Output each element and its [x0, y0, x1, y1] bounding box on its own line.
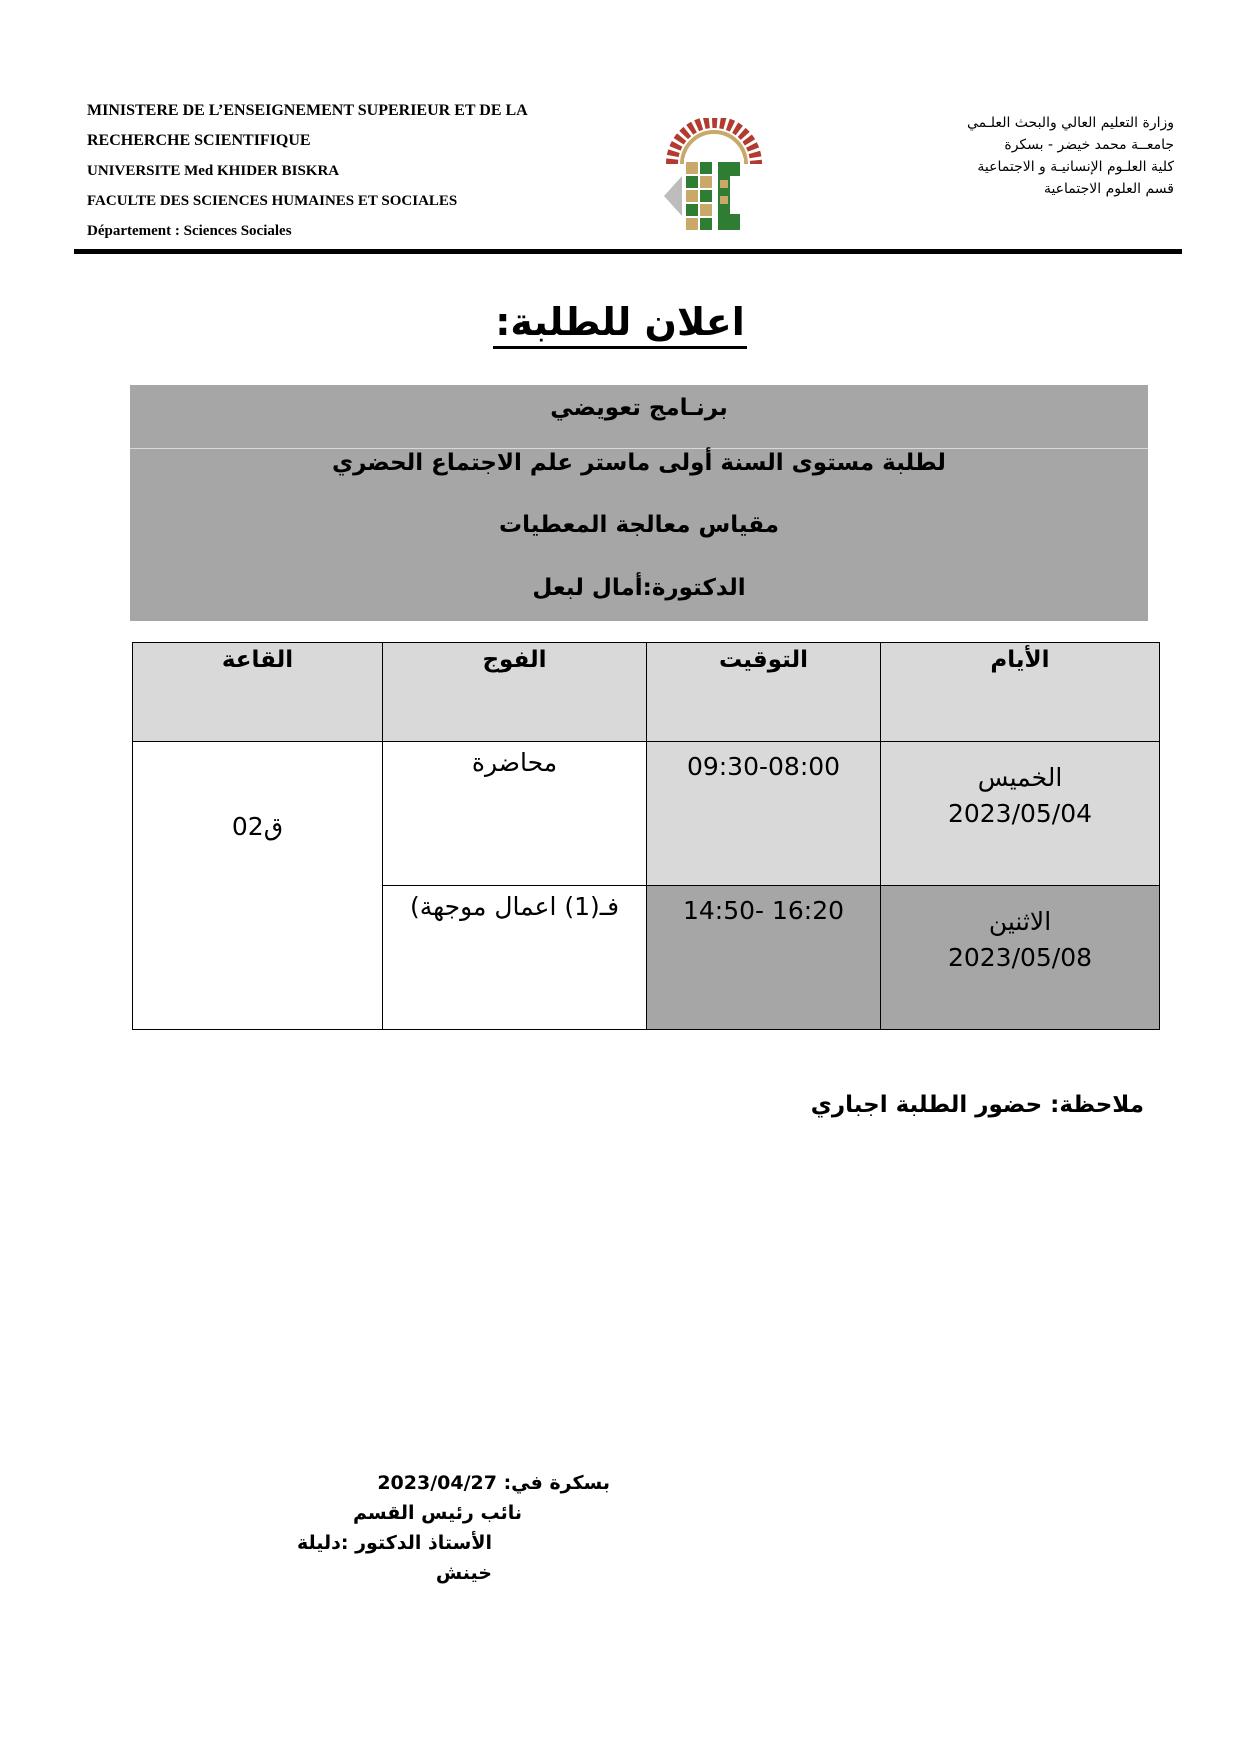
program-info-box: [130, 385, 1148, 621]
header-time: التوقيت: [646, 642, 881, 742]
schedule-table: [132, 642, 1160, 1030]
row-2-group: فـ(1) اعمال موجهة): [382, 885, 647, 1030]
header-university: UNIVERSITE Med KHIDER BISKRA: [87, 163, 340, 179]
page-title: اعلان للطلبة:: [493, 300, 747, 349]
header-department: Département : Sciences Sociales: [87, 223, 292, 239]
teacher-label: الدكتورة:أمال لبعل: [532, 575, 746, 601]
table-row-1-day: الخميس 2023/05/04: [880, 741, 1160, 886]
signature-block: [240, 1468, 610, 1588]
row-1-day-name: الخميس: [977, 763, 1063, 792]
header-days: الأيام: [880, 642, 1160, 742]
page-title-wrap: [0, 300, 1240, 349]
header-ministry-line2: RECHERCHE SCIENTIFIQUE: [87, 132, 311, 149]
header-ministry-line1: MINISTERE DE L’ENSEIGNEMENT SUPERIEUR ET DE LA: [87, 102, 528, 119]
signature-name: الأستاذ الدكتور :دليلة خينش: [296, 1532, 492, 1584]
header-room: القاعة: [132, 642, 383, 742]
header-group: الفوج: [382, 642, 647, 742]
info-separator: [130, 448, 1148, 449]
room-cell: ق02: [132, 741, 383, 1030]
table-row-2-day: الاثنين 2023/05/08: [880, 885, 1160, 1030]
row-2-day-name: الاثنين: [988, 907, 1052, 936]
level-label: لطلبة مستوى السنة أولى ماستر علم الاجتماع الحضري: [332, 450, 946, 476]
module-label: مقياس معالجة المعطيات: [498, 512, 780, 538]
row-2-time: 16:20 -14:50: [646, 885, 881, 1030]
signature-role: نائب رئيس القسم: [353, 1502, 522, 1524]
signature-place-date: بسكرة في: 2023/04/27: [377, 1472, 610, 1494]
header-faculty: FACULTE DES SCIENCES HUMAINES ET SOCIALES: [87, 193, 458, 209]
row-1-time: 09:30-08:00: [646, 741, 881, 886]
row-1-group: محاضرة: [382, 741, 647, 886]
program-label: برنـامج تعويضي: [550, 395, 728, 421]
attendance-note: ملاحظة: حضور الطلبة اجباري: [810, 1092, 1144, 1118]
header-faculty-ar: كلية العلـوم الإنسانيـة و الاجتماعية: [977, 159, 1174, 175]
header-divider: [74, 249, 1182, 254]
university-logo-icon: [660, 118, 768, 238]
header-university-ar: جامعــة محمد خيضر - بسكرة: [1004, 137, 1174, 153]
header-department-ar: قسم العلوم الاجتماعية: [1043, 181, 1174, 197]
header-ministry-ar: وزارة التعليم العالي والبحث العلـمي: [966, 115, 1174, 131]
header-left-block: [87, 96, 647, 246]
header-right-block: [834, 112, 1174, 200]
